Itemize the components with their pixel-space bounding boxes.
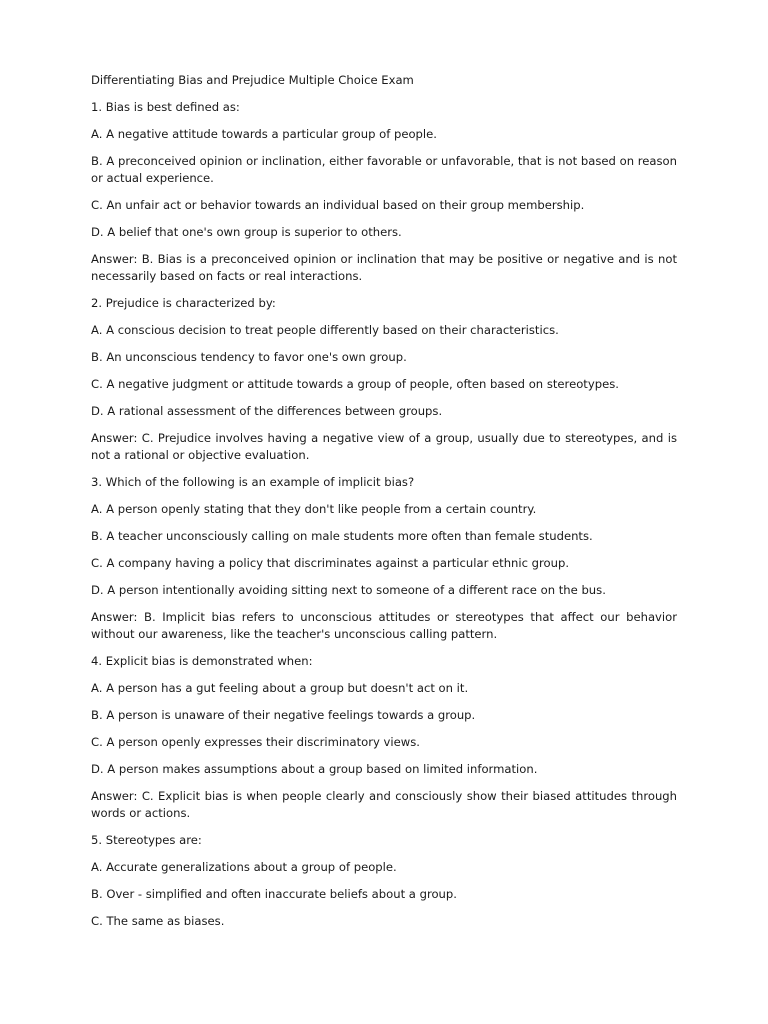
question-1-answer: Answer: B. Bias is a preconceived opinion or inclination that may be positive or negative and is not necessarily based on facts or real interactions. <box>91 252 677 283</box>
question-1-option-a: A. A negative attitude towards a particular group of people. <box>91 127 437 141</box>
question-1: 1. Bias is best defined as: <box>91 100 240 114</box>
question-4-answer: Answer: C. Explicit bias is when people clearly and consciously show their biased attitudes through words or actions. <box>91 789 677 820</box>
question-3-option-c: C. A company having a policy that discriminates against a particular ethnic group. <box>91 556 570 570</box>
question-3-answer: Answer: B. Implicit bias refers to unconscious attitudes or stereotypes that affect our behavior without our awareness, like the teacher's unconscious calling pattern. <box>91 610 677 641</box>
question-4-option-c: C. A person openly expresses their discriminatory views. <box>91 735 420 749</box>
question-1-option-c: C. An unfair act or behavior towards an individual based on their group membership. <box>91 198 585 212</box>
question-5: 5. Stereotypes are: <box>91 833 202 847</box>
document-body <box>91 72 677 940</box>
question-4-option-b: B. A person is unaware of their negative feelings towards a group. <box>91 708 476 722</box>
question-2-option-a: A. A conscious decision to treat people differently based on their characteristics. <box>91 323 559 337</box>
question-1-option-d: D. A belief that one's own group is superior to others. <box>91 225 402 239</box>
question-3-option-b: B. A teacher unconsciously calling on male students more often than female students. <box>91 529 593 543</box>
question-2-option-b: B. An unconscious tendency to favor one's own group. <box>91 350 407 364</box>
question-3: 3. Which of the following is an example of implicit bias? <box>91 475 415 489</box>
question-4: 4. Explicit bias is demonstrated when: <box>91 654 313 668</box>
question-3-option-d: D. A person intentionally avoiding sitting next to someone of a different race on the bus. <box>91 583 606 597</box>
document-title: Differentiating Bias and Prejudice Multiple Choice Exam <box>91 73 414 87</box>
question-3-option-a: A. A person openly stating that they don't like people from a certain country. <box>91 502 537 516</box>
question-2-answer: Answer: C. Prejudice involves having a negative view of a group, usually due to stereotypes, and is not a rational or objective evaluation. <box>91 431 677 462</box>
question-4-option-d: D. A person makes assumptions about a group based on limited information. <box>91 762 538 776</box>
question-2-option-c: C. A negative judgment or attitude towards a group of people, often based on stereotypes. <box>91 377 619 391</box>
question-2-option-d: D. A rational assessment of the differences between groups. <box>91 404 443 418</box>
question-5-option-a: A. Accurate generalizations about a group of people. <box>91 860 397 874</box>
question-1-option-b: B. A preconceived opinion or inclination, either favorable or unfavorable, that is not based on reason or actual experience. <box>91 154 677 185</box>
question-2: 2. Prejudice is characterized by: <box>91 296 276 310</box>
question-5-option-b: B. Over - simplified and often inaccurate beliefs about a group. <box>91 887 457 901</box>
question-5-option-c: C. The same as biases. <box>91 914 225 928</box>
question-4-option-a: A. A person has a gut feeling about a group but doesn't act on it. <box>91 681 469 695</box>
